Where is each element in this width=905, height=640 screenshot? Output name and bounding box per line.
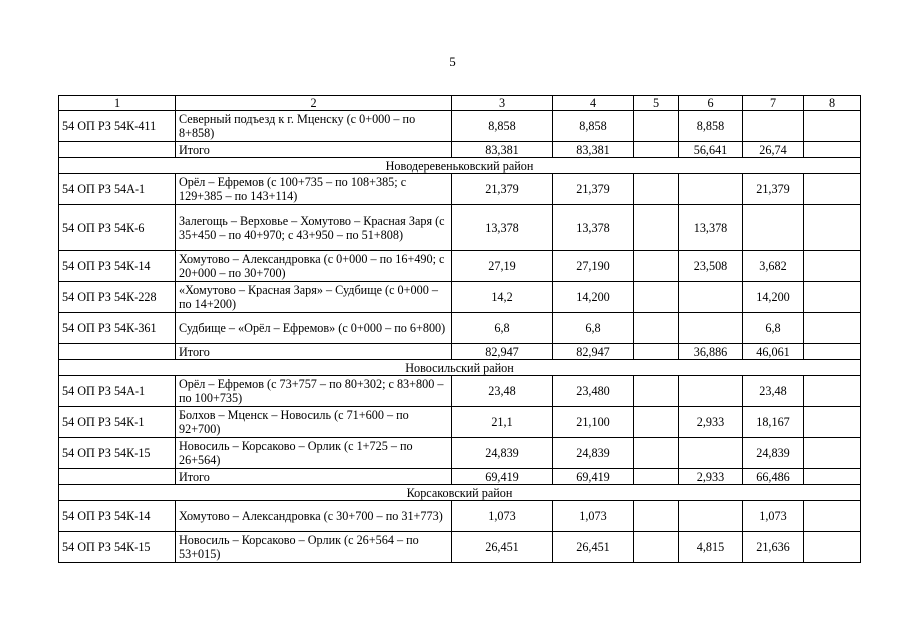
table-row xyxy=(59,313,861,344)
col6-cell: 8,858 xyxy=(679,111,743,142)
col3-cell: 82,947 xyxy=(452,344,553,360)
col5-cell xyxy=(634,205,679,251)
col7-cell: 23,48 xyxy=(743,376,804,407)
road-code-cell xyxy=(59,344,176,360)
col4-cell: 6,8 xyxy=(553,313,634,344)
col7-cell: 21,636 xyxy=(743,532,804,563)
col4-cell: 69,419 xyxy=(553,469,634,485)
col7-cell: 26,74 xyxy=(743,142,804,158)
col8-cell xyxy=(804,438,861,469)
table-row xyxy=(59,282,861,313)
col5-cell xyxy=(634,251,679,282)
col6-cell: 2,933 xyxy=(679,407,743,438)
header-cell-1: 1 xyxy=(59,96,176,111)
col3-cell: 24,839 xyxy=(452,438,553,469)
col8-cell xyxy=(804,469,861,485)
col7-cell xyxy=(743,111,804,142)
col5-cell xyxy=(634,174,679,205)
road-name-cell: Итого xyxy=(176,142,452,158)
road-code-cell: 54 ОП РЗ 54К-14 xyxy=(59,251,176,282)
road-name-cell: Хомутово – Александровка (с 0+000 – по 16+490; с 20+000 – по 30+700) xyxy=(176,251,452,282)
col5-cell xyxy=(634,407,679,438)
col3-cell: 69,419 xyxy=(452,469,553,485)
table-row xyxy=(59,376,861,407)
col4-cell: 26,451 xyxy=(553,532,634,563)
road-name-cell: Итого xyxy=(176,469,452,485)
header-row xyxy=(59,96,861,111)
header-cell-8: 8 xyxy=(804,96,861,111)
road-code-cell: 54 ОП РЗ 54А-1 xyxy=(59,376,176,407)
road-code-cell: 54 ОП РЗ 54К-228 xyxy=(59,282,176,313)
col8-cell xyxy=(804,174,861,205)
road-code-cell: 54 ОП РЗ 54К-6 xyxy=(59,205,176,251)
col7-cell: 3,682 xyxy=(743,251,804,282)
col4-cell: 27,190 xyxy=(553,251,634,282)
col4-cell: 13,378 xyxy=(553,205,634,251)
total-row xyxy=(59,344,861,360)
road-code-cell: 54 ОП РЗ 54К-14 xyxy=(59,501,176,532)
district-header-row xyxy=(59,158,861,174)
col3-cell: 21,1 xyxy=(452,407,553,438)
col4-cell: 21,379 xyxy=(553,174,634,205)
col4-cell: 82,947 xyxy=(553,344,634,360)
col5-cell xyxy=(634,469,679,485)
table-row xyxy=(59,205,861,251)
col8-cell xyxy=(804,142,861,158)
col6-cell: 2,933 xyxy=(679,469,743,485)
col7-cell: 21,379 xyxy=(743,174,804,205)
col5-cell xyxy=(634,532,679,563)
road-code-cell: 54 ОП РЗ 54А-1 xyxy=(59,174,176,205)
col8-cell xyxy=(804,501,861,532)
col7-cell xyxy=(743,205,804,251)
road-name-cell: Орёл – Ефремов (с 100+735 – по 108+385; с 129+385 – по 143+114) xyxy=(176,174,452,205)
col3-cell: 8,858 xyxy=(452,111,553,142)
col3-cell: 1,073 xyxy=(452,501,553,532)
road-code-cell: 54 ОП РЗ 54К-15 xyxy=(59,532,176,563)
col8-cell xyxy=(804,376,861,407)
col8-cell xyxy=(804,407,861,438)
col6-cell: 56,641 xyxy=(679,142,743,158)
col7-cell: 14,200 xyxy=(743,282,804,313)
road-name-cell: Залегощь – Верховье – Хомутово – Красная Заря (с 35+450 – по 40+970; с 43+950 – по 51+808) xyxy=(176,205,452,251)
col3-cell: 13,378 xyxy=(452,205,553,251)
col8-cell xyxy=(804,111,861,142)
page-number: 5 xyxy=(449,54,456,69)
table-row xyxy=(59,501,861,532)
total-row xyxy=(59,142,861,158)
header-cell-2: 2 xyxy=(176,96,452,111)
col8-cell xyxy=(804,282,861,313)
col5-cell xyxy=(634,501,679,532)
road-code-cell xyxy=(59,469,176,485)
col7-cell: 6,8 xyxy=(743,313,804,344)
road-name-cell: «Хомутово – Красная Заря» – Судбище (с 0+000 – по 14+200) xyxy=(176,282,452,313)
col6-cell xyxy=(679,313,743,344)
col3-cell: 26,451 xyxy=(452,532,553,563)
col8-cell xyxy=(804,532,861,563)
col8-cell xyxy=(804,344,861,360)
col5-cell xyxy=(634,142,679,158)
header-cell-5: 5 xyxy=(634,96,679,111)
col6-cell: 4,815 xyxy=(679,532,743,563)
road-name-cell: Северный подъезд к г. Мценску (с 0+000 – по 8+858) xyxy=(176,111,452,142)
col4-cell: 24,839 xyxy=(553,438,634,469)
col7-cell: 66,486 xyxy=(743,469,804,485)
col8-cell xyxy=(804,251,861,282)
col4-cell: 1,073 xyxy=(553,501,634,532)
road-name-cell: Орёл – Ефремов (с 73+757 – по 80+302; с 83+800 – по 100+735) xyxy=(176,376,452,407)
col7-cell: 24,839 xyxy=(743,438,804,469)
road-name-cell: Итого xyxy=(176,344,452,360)
road-name-cell: Судбище – «Орёл – Ефремов» (с 0+000 – по 6+800) xyxy=(176,313,452,344)
table-row xyxy=(59,111,861,142)
col6-cell xyxy=(679,501,743,532)
table-row xyxy=(59,438,861,469)
roads-table xyxy=(58,95,861,563)
header-cell-7: 7 xyxy=(743,96,804,111)
col4-cell: 83,381 xyxy=(553,142,634,158)
header-cell-3: 3 xyxy=(452,96,553,111)
col7-cell: 46,061 xyxy=(743,344,804,360)
col8-cell xyxy=(804,313,861,344)
col4-cell: 8,858 xyxy=(553,111,634,142)
table-row xyxy=(59,251,861,282)
header-cell-4: 4 xyxy=(553,96,634,111)
header-cell-6: 6 xyxy=(679,96,743,111)
col6-cell: 13,378 xyxy=(679,205,743,251)
col3-cell: 27,19 xyxy=(452,251,553,282)
road-code-cell: 54 ОП РЗ 54К-361 xyxy=(59,313,176,344)
road-name-cell: Новосиль – Корсаково – Орлик (с 26+564 – по 53+015) xyxy=(176,532,452,563)
col6-cell: 36,886 xyxy=(679,344,743,360)
col4-cell: 23,480 xyxy=(553,376,634,407)
district-header-row xyxy=(59,360,861,376)
col5-cell xyxy=(634,344,679,360)
col5-cell xyxy=(634,438,679,469)
col6-cell xyxy=(679,174,743,205)
col3-cell: 23,48 xyxy=(452,376,553,407)
col5-cell xyxy=(634,376,679,407)
table-row xyxy=(59,407,861,438)
table-body xyxy=(59,96,861,563)
road-name-cell: Болхов – Мценск – Новосиль (с 71+600 – по 92+700) xyxy=(176,407,452,438)
col4-cell: 21,100 xyxy=(553,407,634,438)
col5-cell xyxy=(634,111,679,142)
road-code-cell: 54 ОП РЗ 54К-15 xyxy=(59,438,176,469)
road-name-cell: Новосиль – Корсаково – Орлик (с 1+725 – по 26+564) xyxy=(176,438,452,469)
col7-cell: 18,167 xyxy=(743,407,804,438)
col3-cell: 6,8 xyxy=(452,313,553,344)
col3-cell: 83,381 xyxy=(452,142,553,158)
road-name-cell: Хомутово – Александровка (с 30+700 – по 31+773) xyxy=(176,501,452,532)
col6-cell xyxy=(679,376,743,407)
col5-cell xyxy=(634,313,679,344)
col5-cell xyxy=(634,282,679,313)
road-code-cell: 54 ОП РЗ 54К-1 xyxy=(59,407,176,438)
col3-cell: 14,2 xyxy=(452,282,553,313)
total-row xyxy=(59,469,861,485)
road-code-cell: 54 ОП РЗ 54К-411 xyxy=(59,111,176,142)
district-header-row xyxy=(59,485,861,501)
district-title: Корсаковский район xyxy=(59,485,861,501)
col4-cell: 14,200 xyxy=(553,282,634,313)
col3-cell: 21,379 xyxy=(452,174,553,205)
col7-cell: 1,073 xyxy=(743,501,804,532)
col8-cell xyxy=(804,205,861,251)
district-title: Новодеревеньковский район xyxy=(59,158,861,174)
table-row xyxy=(59,532,861,563)
road-code-cell xyxy=(59,142,176,158)
district-title: Новосильский район xyxy=(59,360,861,376)
col6-cell: 23,508 xyxy=(679,251,743,282)
col6-cell xyxy=(679,282,743,313)
col6-cell xyxy=(679,438,743,469)
table-row xyxy=(59,174,861,205)
